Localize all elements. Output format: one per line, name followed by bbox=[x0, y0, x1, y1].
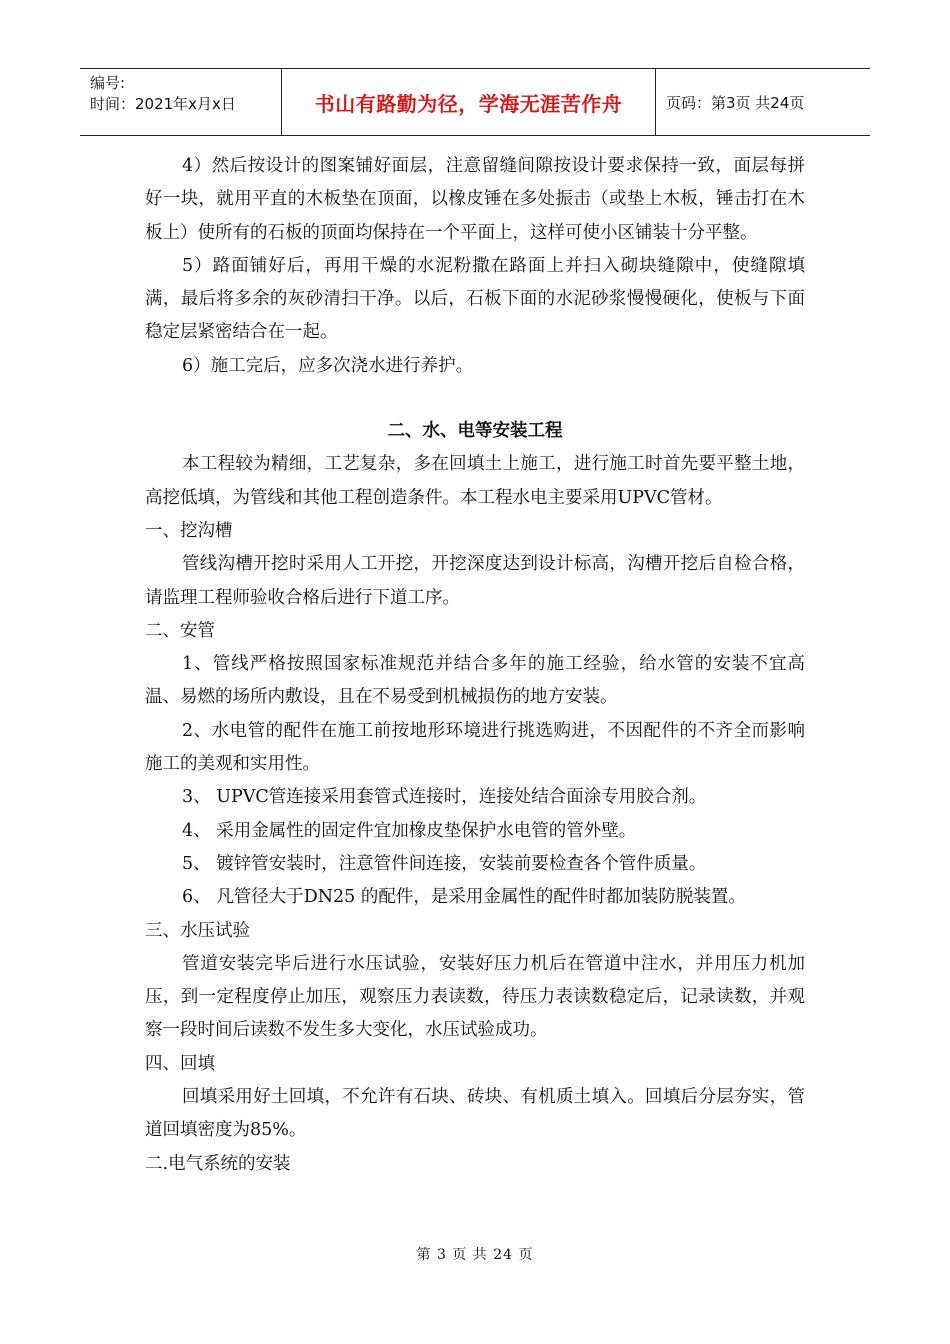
subheading-backfill: 四、回填 bbox=[145, 1053, 215, 1074]
section-intro: 本工程较为精细，工艺复杂，多在回填土上施工，进行施工时首先要平整土地，高挖低填，为管线和其他工程创造条件。本工程水电主要采用UPVC管材。 bbox=[145, 454, 805, 508]
list-item: 6、 凡管径大于DN25 的配件，是采用金属性的配件时都加装防脱装置。 bbox=[182, 887, 746, 908]
paragraph-backfill: 回填采用好土回填，不允许有石块、砖块、有机质土填入。回填后分层夯实，管道回填密度为85%。 bbox=[145, 1087, 805, 1141]
paragraph-step-6: 6）施工完后，应多次浇水进行养护。 bbox=[182, 355, 474, 376]
header-motto: 书山有路勤为径，学海无涯苦作舟 bbox=[314, 91, 623, 116]
subheading-pipe-install: 二、安管 bbox=[145, 620, 215, 641]
list-item: 3、 UPVC管连接采用套管式连接时，连接处结合面涂专用胶合剂。 bbox=[182, 787, 707, 808]
header-number-label: 编号: bbox=[90, 74, 126, 92]
paragraph-step-4: 4）然后按设计的图案铺好面层，注意留缝间隙按设计要求保持一致，面层每拼好一块，就用平直的木板垫在顶面，以橡皮锤在多处振击（或垫上木板，锤击打在木板上）使所有的石板的顶面均保持在一个平面上，这样可使小区铺装十分平整。 bbox=[145, 156, 805, 243]
section-title: 二、水、电等安装工程 bbox=[387, 421, 563, 442]
list-item: 5、 镀锌管安装时，注意管件间连接，安装前要检查各个管件质量。 bbox=[182, 853, 707, 874]
list-item: 4、 采用金属性的固定件宜加橡皮垫保护水电管的管外壁。 bbox=[182, 820, 637, 841]
subheading-trench: 一、挖沟槽 bbox=[145, 520, 233, 541]
subheading-electrical: 二.电气系统的安装 bbox=[145, 1153, 291, 1174]
paragraph-step-5: 5）路面铺好后，再用干燥的水泥粉撒在路面上并扫入砌块缝隙中，使缝隙填满，最后将多余的灰砂清扫干净。以后，石板下面的水泥砂浆慢慢硬化，使板与下面稳定层紧密结合在一起。 bbox=[145, 255, 805, 343]
header-time-label: 时间：2021年x月x日 bbox=[90, 95, 236, 113]
header-meta bbox=[80, 69, 282, 135]
list-item: 2、水电管的配件在施工前按地形环境进行挑选购进，不因配件的不齐全而影响施工的美观和实用性。 bbox=[145, 720, 805, 775]
list-item: 1、管线严格按照国家标准规范并结合多年的施工经验，给水管的安装不宜高温、易燃的场所内敷设，且在不易受到机械损伤的地方安装。 bbox=[145, 654, 805, 708]
header-page-info: 页码：第3页 共24页 bbox=[666, 93, 805, 112]
header-motto-cell bbox=[282, 69, 656, 135]
paragraph-pressure-test: 管道安装完毕后进行水压试验，安装好压力机后在管道中注水，并用压力机加压，到一定程度停止加压，观察压力表读数，待压力表读数稳定后，记录读数，并观察一段时间后读数不发生多大变化，水压试验成功。 bbox=[145, 953, 805, 1041]
document-header bbox=[80, 68, 870, 136]
subheading-pressure-test: 三、水压试验 bbox=[145, 920, 250, 941]
spacer bbox=[145, 383, 805, 415]
paragraph-trench: 管线沟槽开挖时采用人工开挖，开挖深度达到设计标高，沟槽开挖后自检合格，请监理工程师验收合格后进行下道工序。 bbox=[145, 554, 805, 608]
page-footer: 第 3 页 共 24 页 bbox=[416, 1247, 534, 1263]
document-body bbox=[145, 150, 805, 1181]
